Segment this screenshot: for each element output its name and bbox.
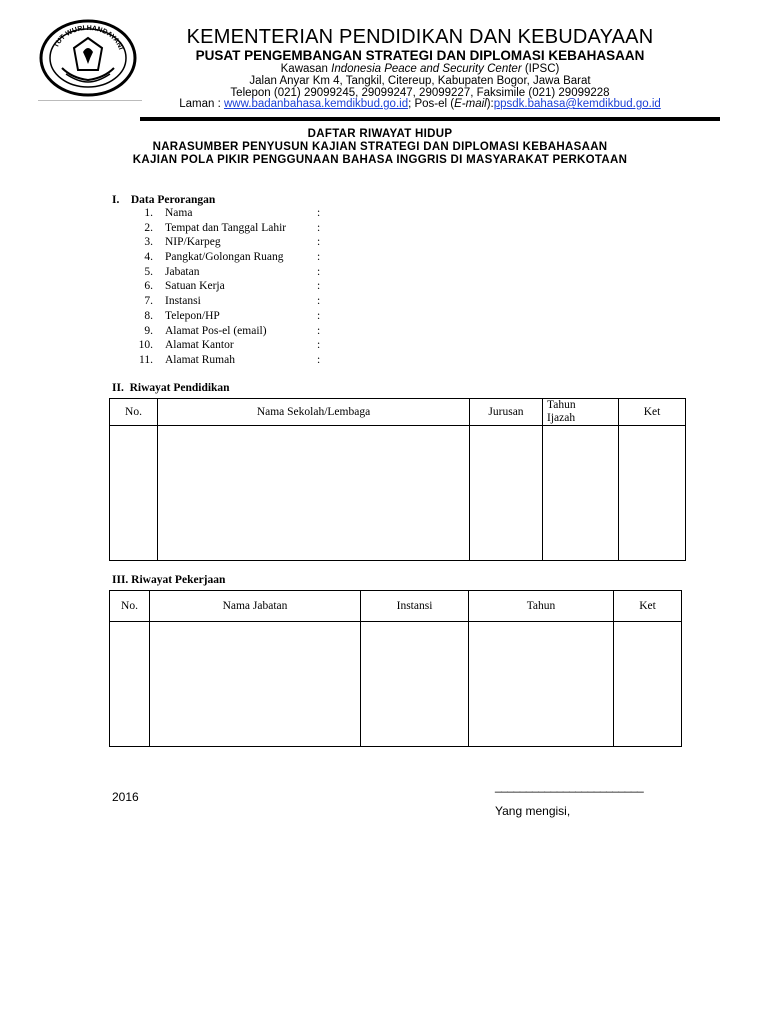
item-colon: : xyxy=(317,353,321,366)
item-colon: : xyxy=(317,324,321,337)
header-year: Tahun xyxy=(469,591,614,622)
cell-diploma-year[interactable] xyxy=(543,426,619,561)
list-item xyxy=(115,354,415,369)
header-major: Jurusan xyxy=(470,399,543,426)
personal-data-list xyxy=(115,207,415,369)
item-colon: : xyxy=(317,339,321,352)
item-colon: : xyxy=(317,236,321,249)
letterhead-divider xyxy=(140,117,720,121)
item-number: 3. xyxy=(144,236,153,249)
item-number: 10. xyxy=(138,339,153,352)
list-item xyxy=(115,266,415,281)
signature-line[interactable]: ________________________ xyxy=(495,779,644,793)
item-label: Jabatan xyxy=(165,265,200,278)
item-number: 2. xyxy=(144,221,153,234)
cell-position[interactable] xyxy=(150,622,361,747)
header-note: Ket xyxy=(619,399,686,426)
header-diploma-year xyxy=(543,399,619,426)
area-suffix: (IPSC) xyxy=(521,63,560,75)
table-row xyxy=(110,426,686,561)
item-number: 6. xyxy=(144,280,153,293)
logo-underline xyxy=(38,100,142,101)
ministry-name: KEMENTERIAN PENDIDIKAN DAN KEBUDAYAAN xyxy=(186,26,654,48)
svg-text:TUT WURI HANDAYANI: TUT WURI HANDAYANI xyxy=(52,24,124,51)
email-label: E-mail xyxy=(454,98,487,110)
table-row xyxy=(110,622,682,747)
cell-note[interactable] xyxy=(619,426,686,561)
filler-label: Yang mengisi, xyxy=(495,804,571,818)
cell-no[interactable] xyxy=(110,426,158,561)
item-number: 7. xyxy=(144,295,153,308)
list-item xyxy=(115,222,415,237)
email-separator: ): xyxy=(486,98,494,110)
list-item xyxy=(115,280,415,295)
item-number: 8. xyxy=(144,309,153,322)
center-area xyxy=(150,63,690,75)
item-label: Alamat Pos-el (email) xyxy=(165,324,267,337)
item-number: 9. xyxy=(144,324,153,337)
center-name: PUSAT PENGEMBANGAN STRATEGI DAN DIPLOMASI KEBAHASAAN xyxy=(195,48,645,63)
item-colon: : xyxy=(317,221,321,234)
header-position: Nama Jabatan xyxy=(150,591,361,622)
item-colon: : xyxy=(317,295,321,308)
section-education-heading: II. Riwayat Pendidikan xyxy=(112,382,230,394)
list-item xyxy=(115,251,415,266)
header-year-line1: Tahun xyxy=(547,399,576,411)
cell-no[interactable] xyxy=(110,622,150,747)
cell-major[interactable] xyxy=(470,426,543,561)
header-no: No. xyxy=(110,399,158,426)
cell-agency[interactable] xyxy=(361,622,469,747)
header-agency: Instansi xyxy=(361,591,469,622)
item-label: NIP/Karpeg xyxy=(165,236,221,249)
list-item xyxy=(115,339,415,354)
list-item xyxy=(115,295,415,310)
item-colon: : xyxy=(317,251,321,264)
document-subtitle: NARASUMBER PENYUSUN KAJIAN STRATEGI DAN DIPLOMASI KEBAHASAAN xyxy=(152,141,608,153)
list-item xyxy=(115,236,415,251)
item-colon: : xyxy=(317,280,321,293)
item-number: 4. xyxy=(144,251,153,264)
education-table xyxy=(109,398,686,561)
item-label: Tempat dan Tanggal Lahir xyxy=(165,221,287,234)
document-year: 2016 xyxy=(112,790,139,804)
area-prefix: Kawasan xyxy=(280,63,332,75)
table-header-row xyxy=(110,399,686,426)
list-item xyxy=(115,310,415,325)
item-label: Alamat Rumah xyxy=(165,353,235,366)
section-personal-data-heading: I. Data Perorangan xyxy=(112,194,216,206)
list-item xyxy=(115,207,415,222)
cell-school[interactable] xyxy=(158,426,470,561)
table-header-row xyxy=(110,591,682,622)
item-colon: : xyxy=(317,309,321,322)
header-school: Nama Sekolah/Lembaga xyxy=(158,399,470,426)
cell-note[interactable] xyxy=(614,622,682,747)
employment-table xyxy=(109,590,682,747)
item-label: Telepon/HP xyxy=(165,309,220,322)
document-title: DAFTAR RIWAYAT HIDUP xyxy=(307,128,453,140)
web-prefix: Laman : xyxy=(179,98,224,110)
item-colon: : xyxy=(317,207,321,219)
header-year-line2: Ijazah xyxy=(547,412,576,424)
section-employment-heading: III. Riwayat Pekerjaan xyxy=(112,574,226,586)
email-prefix: ; Pos-el ( xyxy=(408,98,455,110)
item-label: Pangkat/Golongan Ruang xyxy=(165,251,284,264)
item-label: Instansi xyxy=(165,295,201,308)
header-no: No. xyxy=(110,591,150,622)
item-label: Alamat Kantor xyxy=(165,339,234,352)
website-link[interactable]: www.badanbahasa.kemdikbud.go.id xyxy=(223,98,409,110)
list-item xyxy=(115,325,415,340)
item-number: 1. xyxy=(144,207,153,219)
center-phone: Telepon (021) 29099245, 29099247, 29099227, Faksimile (021) 29099228 xyxy=(230,87,610,99)
ministry-logo-emblem xyxy=(38,18,138,98)
item-label: Satuan Kerja xyxy=(165,280,225,293)
center-contacts xyxy=(130,98,710,110)
item-label: Nama xyxy=(165,207,193,219)
cell-year[interactable] xyxy=(469,622,614,747)
document-subtitle-2: KAJIAN POLA PIKIR PENGGUNAAN BAHASA INGGRIS DI MASYARAKAT PERKOTAAN xyxy=(132,154,628,166)
header-note: Ket xyxy=(614,591,682,622)
area-italic: Indonesia Peace and Security Center xyxy=(331,63,522,75)
item-number: 5. xyxy=(144,265,153,278)
item-number: 11. xyxy=(139,353,153,366)
email-link[interactable]: ppsdk.bahasa@kemdikbud.go.id xyxy=(493,98,661,110)
item-colon: : xyxy=(317,265,321,278)
center-address: Jalan Anyar Km 4, Tangkil, Citereup, Kabupaten Bogor, Jawa Barat xyxy=(249,75,591,87)
